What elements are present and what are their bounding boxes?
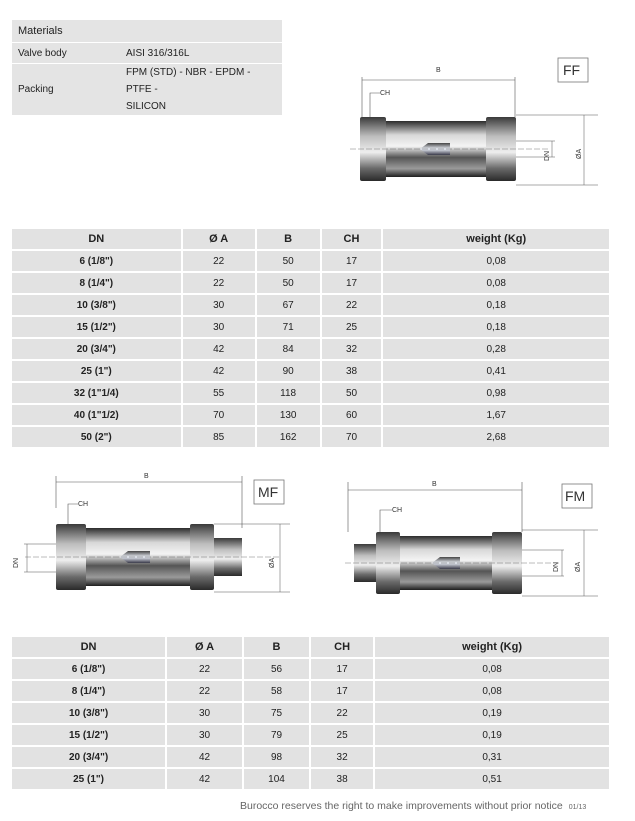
mf-fm-dimensions-table xyxy=(10,635,611,791)
table-row: 20 (3/4") 42 84 32 0,28 xyxy=(12,339,609,359)
column-header: DN xyxy=(12,229,181,249)
ff-valve-drawing xyxy=(340,55,610,190)
table-row: 25 (1") 42 90 38 0,41 xyxy=(12,361,609,381)
footer-notice xyxy=(240,800,586,812)
materials-title: Materials xyxy=(12,20,282,42)
column-header: DN xyxy=(12,637,165,657)
drawing-tag-mf: MF xyxy=(258,484,279,500)
column-header: B xyxy=(244,637,309,657)
dim-b-label: B xyxy=(432,481,437,488)
material-value: FPM (STD) - NBR - EPDM - PTFE - SILICON xyxy=(120,64,282,115)
column-header: weight (Kg) xyxy=(375,637,609,657)
drawing-tag-ff: FF xyxy=(563,62,581,78)
table-row: 25 (1") 42 104 38 0,51 xyxy=(12,769,609,789)
column-header: B xyxy=(257,229,320,249)
column-header: CH xyxy=(311,637,373,657)
material-value: AISI 316/316L xyxy=(120,43,282,63)
dim-a-label: ØA xyxy=(576,148,583,159)
table-row: 6 (1/8") 22 56 17 0,08 xyxy=(12,659,609,679)
material-label: Packing xyxy=(12,64,120,115)
table-row: 20 (3/4") 42 98 32 0,31 xyxy=(12,747,609,767)
table-row: 10 (3/8") 30 75 22 0,19 xyxy=(12,703,609,723)
dim-ch-label: CH xyxy=(380,90,391,97)
table-row: 6 (1/8") 22 50 17 0,08 xyxy=(12,251,609,271)
ff-dimensions-table xyxy=(10,227,611,449)
dim-b-label: B xyxy=(144,473,149,480)
footer-text: Burocco reserves the right to make improvements without prior notice xyxy=(240,800,563,812)
table-row: 32 (1"1/4) 55 118 50 0,98 xyxy=(12,383,609,403)
table-row: 8 (1/4") 22 50 17 0,08 xyxy=(12,273,609,293)
column-header: Ø A xyxy=(167,637,242,657)
table-row: 40 (1"1/2) 70 130 60 1,67 xyxy=(12,405,609,425)
dim-dn-label: DN xyxy=(13,557,20,568)
fm-valve-drawing xyxy=(340,472,610,607)
dim-b-label: B xyxy=(436,67,441,74)
column-header: CH xyxy=(322,229,382,249)
dim-dn-label: DN xyxy=(544,150,551,161)
table-row: 15 (1/2") 30 71 25 0,18 xyxy=(12,317,609,337)
dim-ch-label: CH xyxy=(78,501,89,508)
dim-a-label: ØA xyxy=(269,557,276,568)
dim-a-label: ØA xyxy=(575,561,582,572)
dim-ch-label: CH xyxy=(392,507,403,514)
mf-valve-drawing xyxy=(10,468,300,603)
materials-table xyxy=(12,19,282,116)
table-row: 8 (1/4") 22 58 17 0,08 xyxy=(12,681,609,701)
table-row: 15 (1/2") 30 79 25 0,19 xyxy=(12,725,609,745)
column-header: weight (Kg) xyxy=(383,229,609,249)
material-label: Valve body xyxy=(12,43,120,63)
drawing-tag-fm: FM xyxy=(565,488,586,504)
column-header: Ø A xyxy=(183,229,255,249)
dim-dn-label: DN xyxy=(553,561,560,572)
table-row: 50 (2") 85 162 70 2,68 xyxy=(12,427,609,447)
page-number: 01/13 xyxy=(568,804,587,811)
table-row: 10 (3/8") 30 67 22 0,18 xyxy=(12,295,609,315)
